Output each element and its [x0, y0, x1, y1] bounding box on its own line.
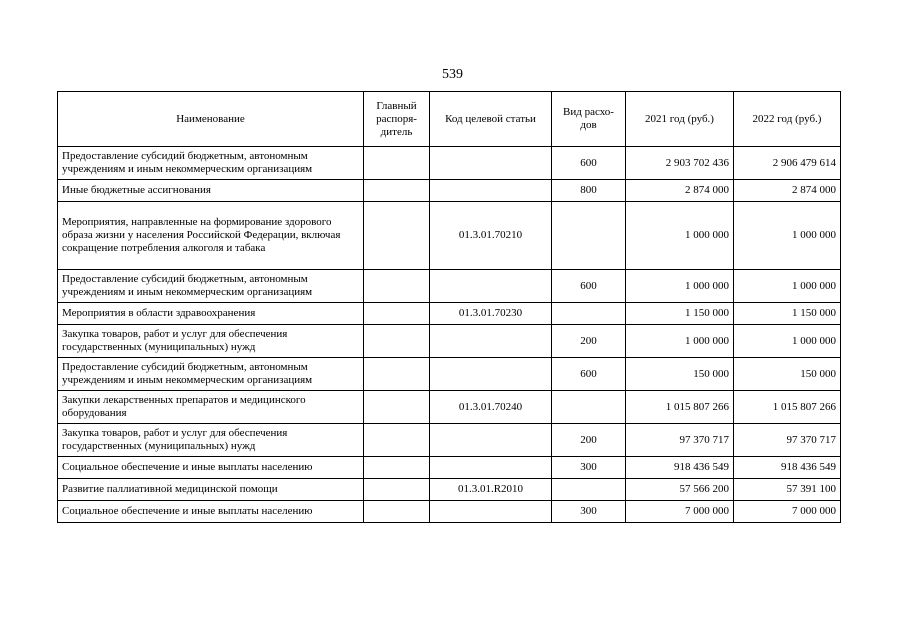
cell-code: [430, 325, 552, 358]
cell-2021: 918 436 549: [626, 457, 734, 479]
cell-type: 600: [552, 147, 626, 180]
cell-chief: [364, 457, 430, 479]
cell-type: [552, 303, 626, 325]
table-row: [58, 457, 841, 479]
cell-chief: [364, 147, 430, 180]
cell-chief: [364, 479, 430, 501]
header-chief: Главный распоря-дитель: [364, 92, 430, 147]
cell-code: [430, 147, 552, 180]
cell-2021: 7 000 000: [626, 501, 734, 523]
header-2022: 2022 год (руб.): [734, 92, 841, 147]
cell-type: 600: [552, 270, 626, 303]
cell-name: Закупка товаров, работ и услуг для обеспечения государственных (муниципальных) нужд: [58, 424, 364, 457]
cell-name: Социальное обеспечение и иные выплаты населению: [58, 457, 364, 479]
table-row: [58, 180, 841, 202]
cell-type: 200: [552, 325, 626, 358]
header-type: Вид расхо-дов: [552, 92, 626, 147]
cell-type: [552, 391, 626, 424]
cell-code: [430, 501, 552, 523]
cell-chief: [364, 325, 430, 358]
cell-2022: 97 370 717: [734, 424, 841, 457]
cell-code: [430, 180, 552, 202]
cell-code: 01.3.01.70210: [430, 202, 552, 270]
cell-name: Мероприятия, направленные на формирование здорового образа жизни у населения Российской Федерации, включая сокращение потребления алкоголя и табака: [58, 202, 364, 270]
cell-2022: 150 000: [734, 358, 841, 391]
cell-chief: [364, 270, 430, 303]
cell-name: Развитие паллиативной медицинской помощи: [58, 479, 364, 501]
cell-2021: 2 874 000: [626, 180, 734, 202]
cell-2022: 1 000 000: [734, 270, 841, 303]
cell-2022: 1 150 000: [734, 303, 841, 325]
table-header-row: [58, 92, 841, 147]
cell-code: 01.3.01.70230: [430, 303, 552, 325]
cell-code: [430, 358, 552, 391]
cell-2022: 57 391 100: [734, 479, 841, 501]
page-number: 539: [442, 67, 463, 82]
cell-type: 800: [552, 180, 626, 202]
cell-code: [430, 270, 552, 303]
cell-2022: 918 436 549: [734, 457, 841, 479]
cell-code: 01.3.01.70240: [430, 391, 552, 424]
table-row: [58, 270, 841, 303]
cell-type: 300: [552, 501, 626, 523]
cell-2021: 1 000 000: [626, 270, 734, 303]
cell-2022: 2 906 479 614: [734, 147, 841, 180]
cell-2022: 1 000 000: [734, 202, 841, 270]
cell-type: [552, 202, 626, 270]
cell-name: Закупка товаров, работ и услуг для обеспечения государственных (муниципальных) нужд: [58, 325, 364, 358]
cell-type: 200: [552, 424, 626, 457]
cell-type: 300: [552, 457, 626, 479]
cell-chief: [364, 501, 430, 523]
header-code: Код целевой статьи: [430, 92, 552, 147]
cell-code: [430, 424, 552, 457]
budget-table: [57, 91, 841, 523]
table-row: [58, 424, 841, 457]
cell-code: 01.3.01.R2010: [430, 479, 552, 501]
cell-chief: [364, 303, 430, 325]
cell-2022: 7 000 000: [734, 501, 841, 523]
cell-2021: 2 903 702 436: [626, 147, 734, 180]
cell-chief: [364, 424, 430, 457]
cell-chief: [364, 180, 430, 202]
header-name: Наименование: [58, 92, 364, 147]
cell-2021: 1 000 000: [626, 325, 734, 358]
cell-name: Предоставление субсидий бюджетным, автономным учреждениям и иным некоммерческим организациям: [58, 270, 364, 303]
cell-chief: [364, 391, 430, 424]
cell-2022: 1 000 000: [734, 325, 841, 358]
table-row: [58, 479, 841, 501]
cell-name: Иные бюджетные ассигнования: [58, 180, 364, 202]
cell-type: 600: [552, 358, 626, 391]
cell-2021: 150 000: [626, 358, 734, 391]
cell-2021: 97 370 717: [626, 424, 734, 457]
cell-2021: 57 566 200: [626, 479, 734, 501]
table-row: [58, 147, 841, 180]
cell-name: Мероприятия в области здравоохранения: [58, 303, 364, 325]
cell-name: Предоставление субсидий бюджетным, автономным учреждениям и иным некоммерческим организациям: [58, 358, 364, 391]
cell-chief: [364, 202, 430, 270]
cell-chief: [364, 358, 430, 391]
cell-name: Закупки лекарственных препаратов и медицинского оборудования: [58, 391, 364, 424]
cell-name: Предоставление субсидий бюджетным, автономным учреждениям и иным некоммерческим организациям: [58, 147, 364, 180]
cell-type: [552, 479, 626, 501]
header-2021: 2021 год (руб.): [626, 92, 734, 147]
cell-2021: 1 015 807 266: [626, 391, 734, 424]
table-row: [58, 501, 841, 523]
cell-2022: 1 015 807 266: [734, 391, 841, 424]
cell-code: [430, 457, 552, 479]
table-row: [58, 391, 841, 424]
cell-2021: 1 000 000: [626, 202, 734, 270]
table-row: [58, 325, 841, 358]
table-row: [58, 202, 841, 270]
table-row: [58, 303, 841, 325]
table-row: [58, 358, 841, 391]
cell-2021: 1 150 000: [626, 303, 734, 325]
cell-2022: 2 874 000: [734, 180, 841, 202]
cell-name: Социальное обеспечение и иные выплаты населению: [58, 501, 364, 523]
